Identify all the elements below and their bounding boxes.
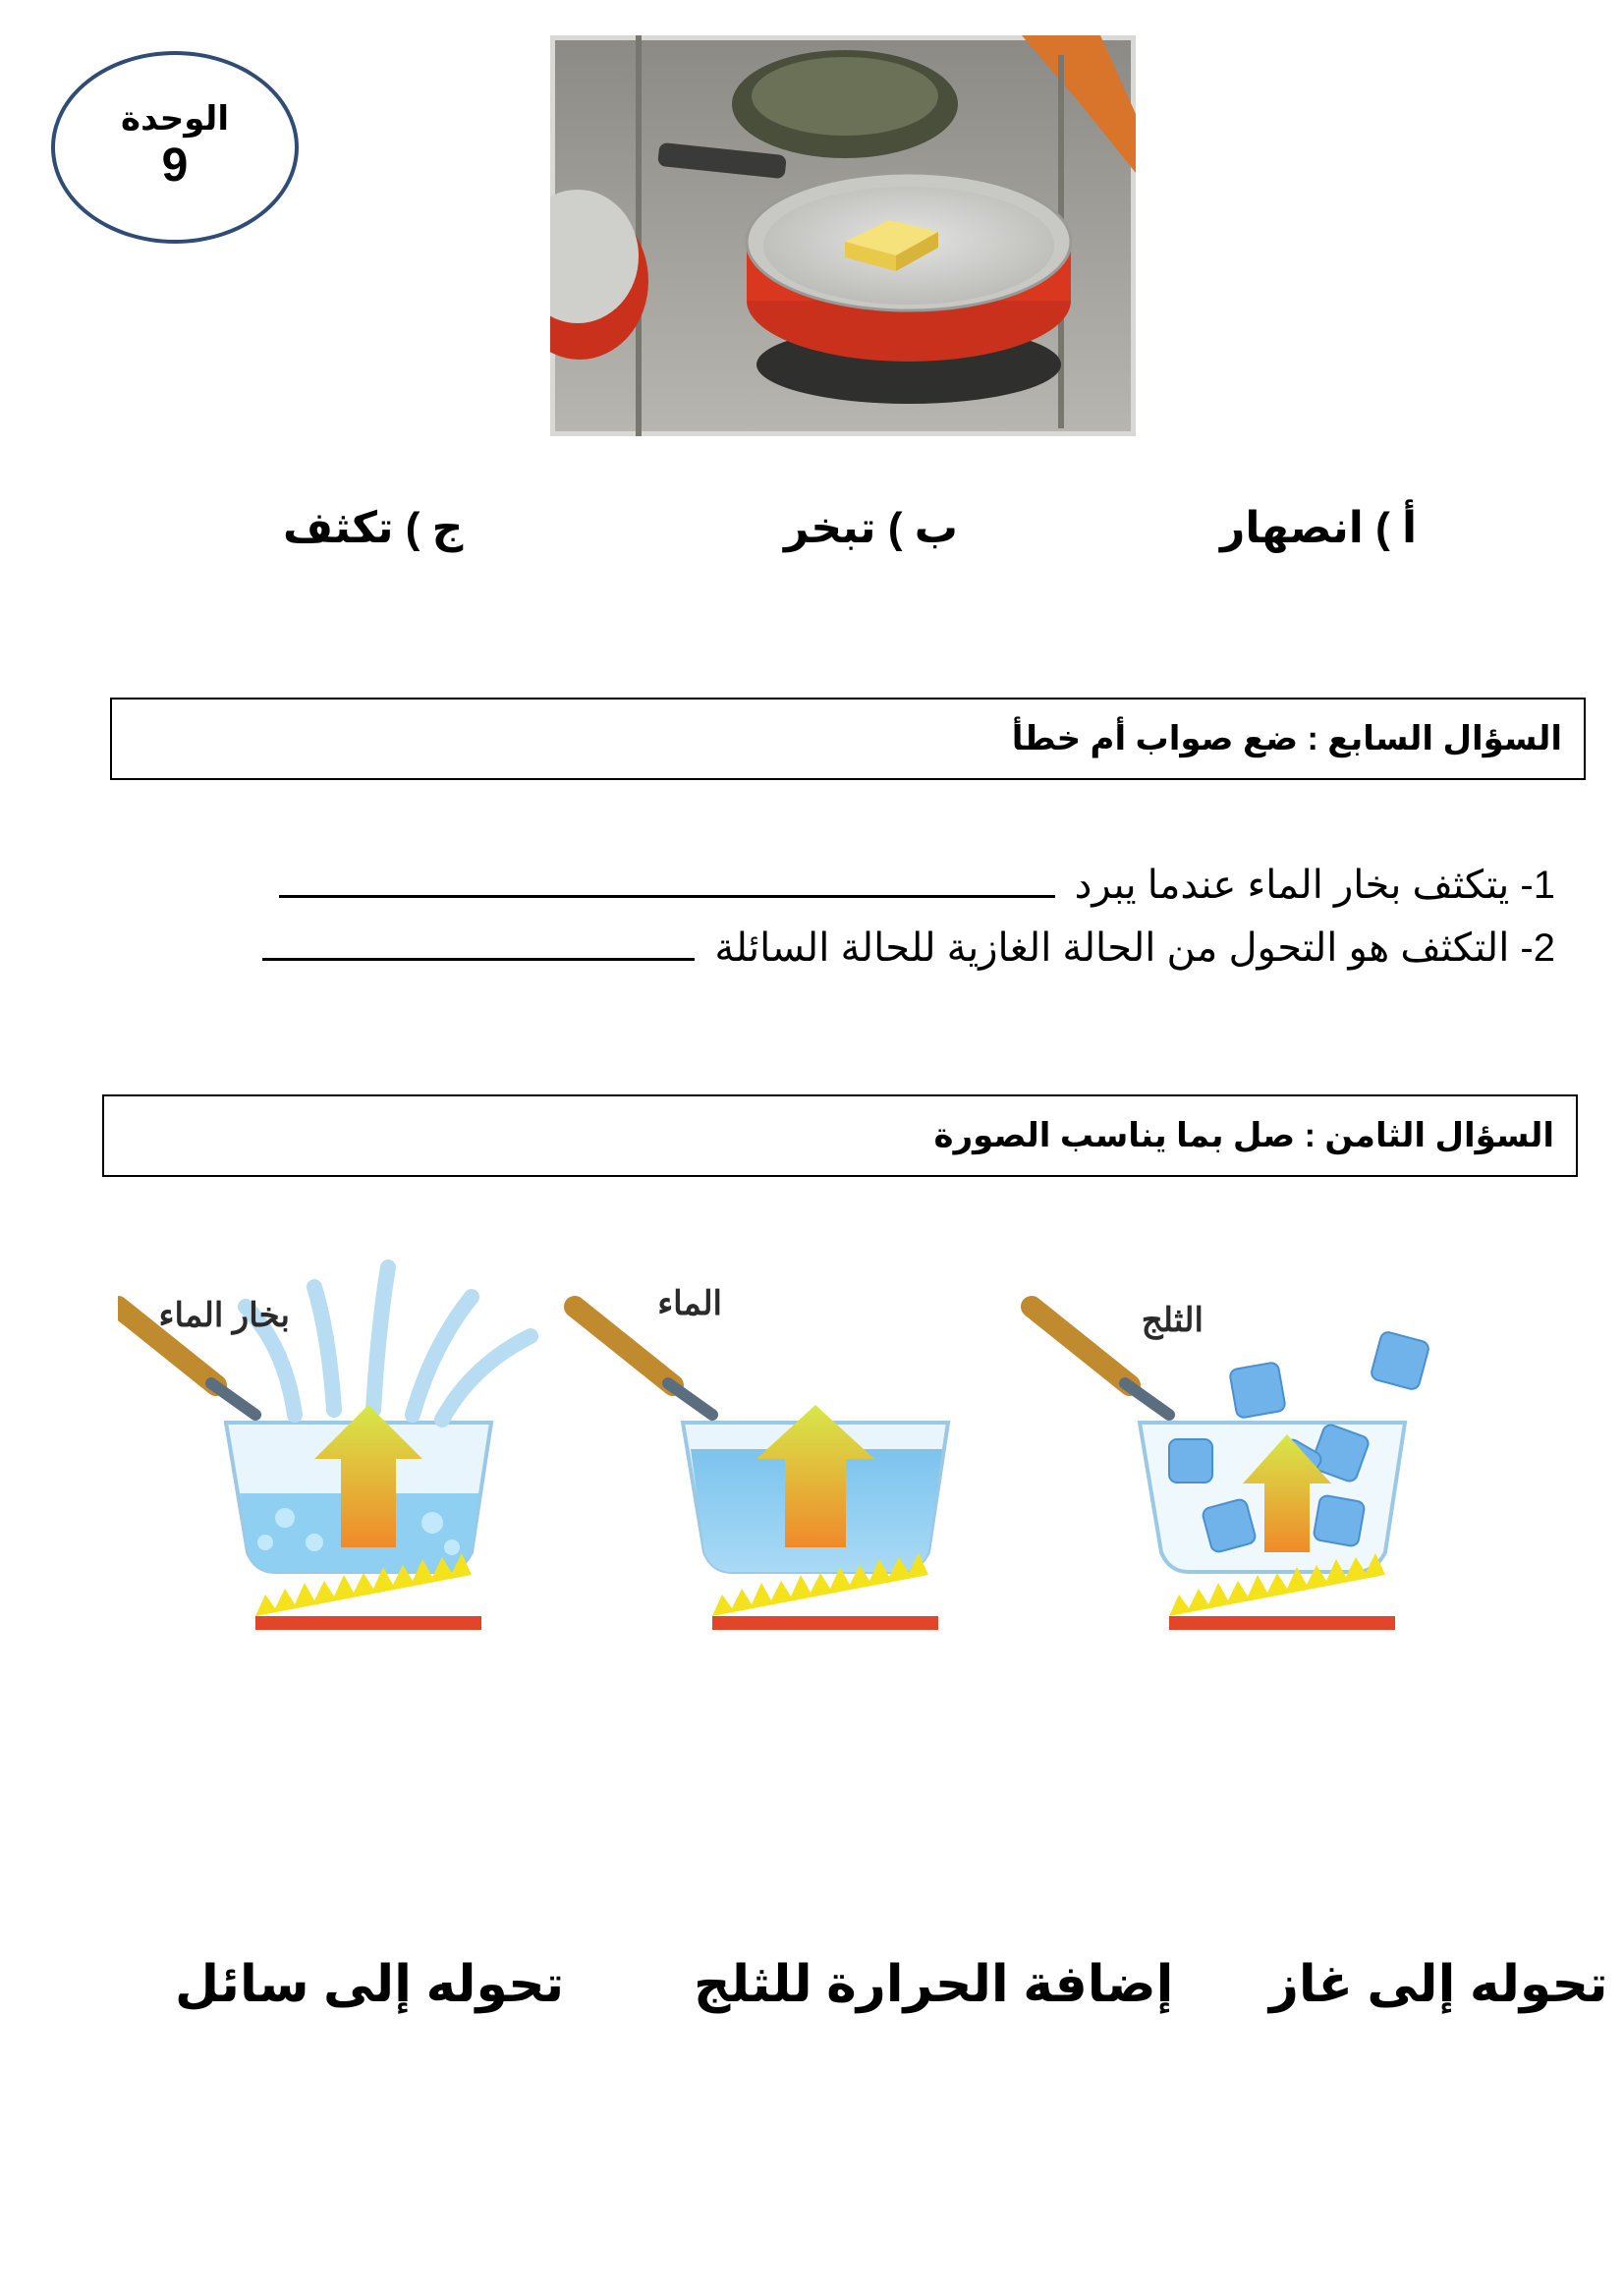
- pan-butter-photo: [550, 35, 1136, 436]
- question-8-title: السؤال الثامن : صل بما يناسب الصورة: [933, 1117, 1554, 1154]
- question-7-box: [110, 698, 1586, 780]
- statement-1-text: 1- يتكثف بخار الماء عندما يبرد: [1074, 864, 1555, 907]
- steam-pot: [118, 1267, 531, 1630]
- option-a-letter: أ ): [1375, 504, 1418, 552]
- option-b-text: تبخر: [784, 504, 876, 552]
- statement-2: [262, 925, 1555, 971]
- states-of-water-illustration: [118, 1248, 1493, 1690]
- match-label-heat-ice: إضافة الحرارة للثلج: [694, 1956, 1174, 2013]
- option-b-letter: ب ): [887, 504, 958, 552]
- option-c-letter: ج ): [405, 504, 464, 552]
- unit-badge: [51, 51, 299, 244]
- option-c: [283, 503, 463, 553]
- question-7-title: السؤال السابع : ضع صواب أم خطأ: [1011, 720, 1562, 757]
- answer-blank-1[interactable]: [279, 895, 1055, 898]
- option-a-text: انصهار: [1220, 504, 1364, 552]
- ice-label: الثلج: [1141, 1302, 1204, 1339]
- match-label-gas: تحوله إلى غاز: [1269, 1956, 1608, 2013]
- water-pot: [575, 1285, 948, 1630]
- unit-label: الوحدة: [121, 99, 229, 138]
- statement-2-text: 2- التكثف هو التحول من الحالة الغازية للحالة السائلة: [714, 926, 1555, 970]
- steam-label: بخار الماء: [158, 1297, 290, 1334]
- match-label-liquid: تحوله إلى سائل: [175, 1956, 565, 2013]
- question-8-box: [102, 1094, 1578, 1177]
- option-a: [1220, 503, 1417, 553]
- water-label: الماء: [657, 1285, 722, 1322]
- statement-1: [279, 863, 1555, 908]
- option-c-text: تكثف: [283, 504, 394, 552]
- ice-pot: [1032, 1302, 1430, 1630]
- unit-number: 9: [161, 139, 189, 192]
- option-b: [784, 503, 958, 553]
- answer-blank-2[interactable]: [262, 958, 695, 961]
